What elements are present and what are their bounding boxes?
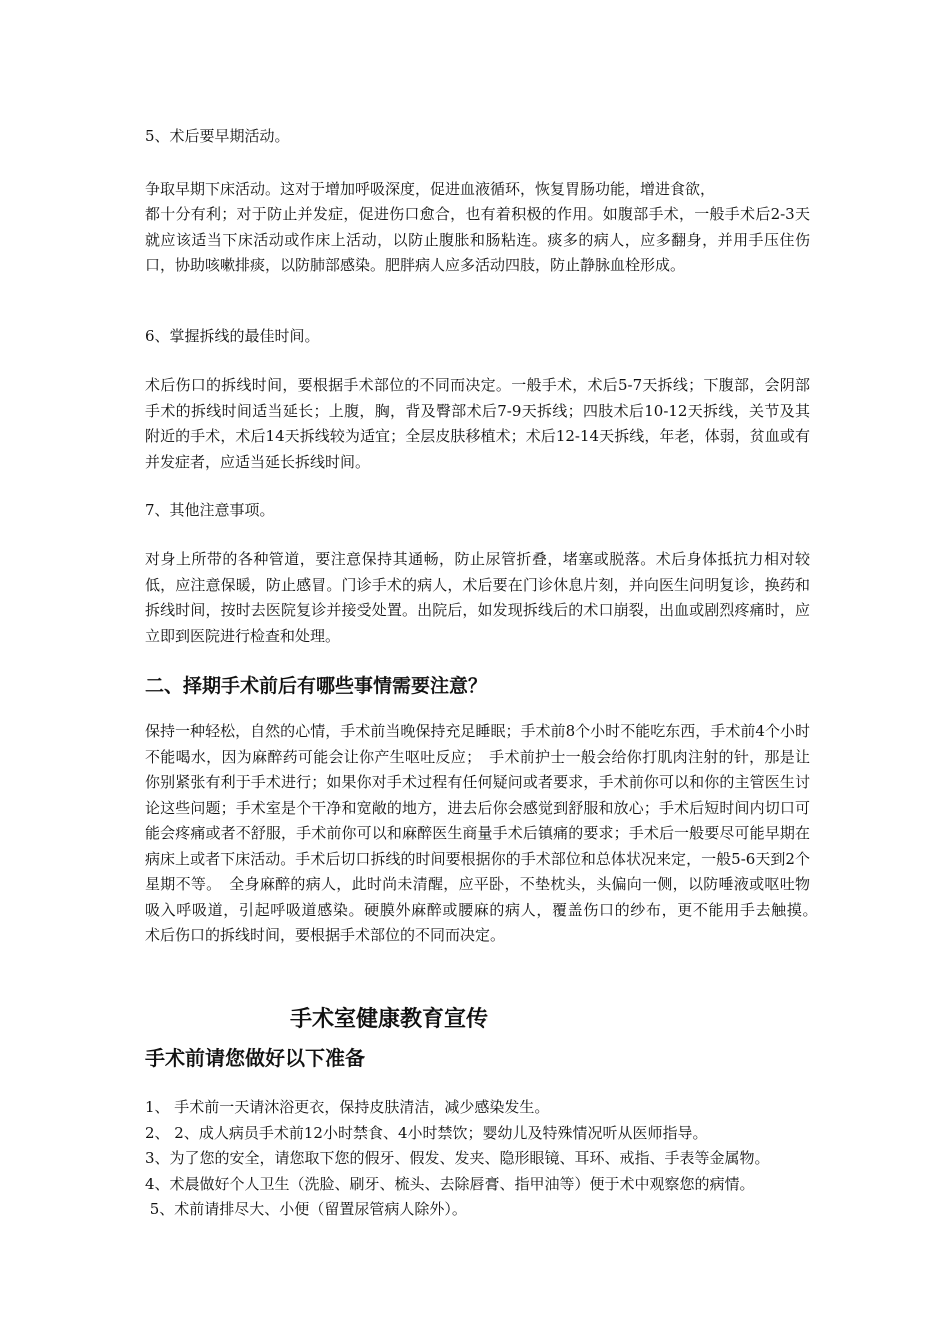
section-7-heading: 7、其他注意事项。 (145, 501, 275, 519)
section-7-body: 对身上所带的各种管道，要注意保持其通畅，防止尿管折叠，堵塞或脱落。术后身体抵抗力相对较低，应注意保暖，防止感冒。门诊手术的病人，术后要在门诊休息片刻，并向医生问明复诊，换药和拆线时间，按时去医院复诊并接受处置。出院后，如发现拆线后的术口崩裂，出血或剧烈疼痛时，应立即到医院进行检查和处理。 (145, 550, 810, 645)
list-item: 3、为了您的安全，请您取下您的假牙、假发、发夹、隐形眼镜、耳环、戒指、手表等金属物。 (145, 1149, 770, 1167)
section-5-body: 都十分有利；对于防止并发症，促进伤口愈合，也有着积极的作用。如腹部手术，一般手术后2-3天就应该适当下床活动或作床上活动，以防止腹胀和肠粘连。痰多的病人，应多翻身，并用手压住伤口，协助咳嗽排痰，以防肺部感染。肥胖病人应多活动四肢，防止静脉血栓形成。 (145, 205, 810, 274)
promo-title: 手术室健康教育宣传 (290, 1007, 489, 1032)
part-2-heading: 二、择期手术前后有哪些事情需要注意？ (145, 675, 488, 697)
list-item: 4、术晨做好个人卫生（洗脸、刷牙、梳头、去除唇膏、指甲油等）便于术中观察您的病情。 (145, 1174, 755, 1193)
section-6-body: 术后伤口的拆线时间，要根据手术部位的不同而决定。一般手术，术后5-7天拆线；下腹部，会阴部手术的拆线时间适当延长；上腹，胸，背及臀部术后7-9天拆线；四肢术后10-12天拆线，关节及其附近的手术，术后14天拆线较为适宜；全层皮肤移植术；术后12-14天拆线，年老，体弱，贫血或有并发症者，应适当延长拆线时间。 (145, 376, 810, 471)
section-5-body-line1: 争取早期下床活动。这对于增加呼吸深度，促进血液循环，恢复胃肠功能，增进食欲， (145, 180, 716, 198)
promo-subtitle: 手术前请您做好以下准备 (145, 1046, 365, 1070)
list-item: 5、术前请排尽大、小便（留置尿管病人除外）。 (145, 1200, 467, 1218)
section-6-heading: 6、掌握拆线的最佳时间。 (145, 327, 320, 345)
list-item: 2、 2、成人病员手术前12小时禁食、4小时禁饮；婴幼儿及特殊情况听从医师指导。 (145, 1123, 708, 1142)
part-2-body: 保持一种轻松，自然的心情，手术前当晚保持充足睡眠；手术前8个小时不能吃东西，手术前4个小时不能喝水，因为麻醉药可能会让你产生呕吐反应； 手术前护士一般会给你打肌肉注射的针，那是让你别紧张有利于手术进行；如果你对手术过程有任何疑问或者要求，手术前你可以和你的主管医生讨论这些问题；手术室是个干净和宽敞的地方，进去后你会感觉到舒服和放心；手术后短时间内切口可能会疼痛或者不舒服，手术前你可以和麻醉医生商量手术后镇痛的要求；手术后一般要尽可能早期在病床上或者下床活动。手术后切口拆线的时间要根据你的手术部位和总体状况来定，一般5-6天到2个星期不等。 全身麻醉的病人，此时尚未清醒，应平卧，不垫枕头，头偏向一侧，以防唾液或呕吐物吸入呼吸道，引起呼吸道感染。硬膜外麻醉或腰麻的病人，覆盖伤口的纱布，更不能用手去触摸。 术后伤口的拆线时间，要根据手术部位的不同而决定。 (145, 722, 826, 944)
list-item: 1、 手术前一天请沐浴更衣，保持皮肤清洁，减少感染发生。 (145, 1098, 550, 1116)
section-5-heading: 5、术后要早期活动。 (145, 127, 290, 145)
